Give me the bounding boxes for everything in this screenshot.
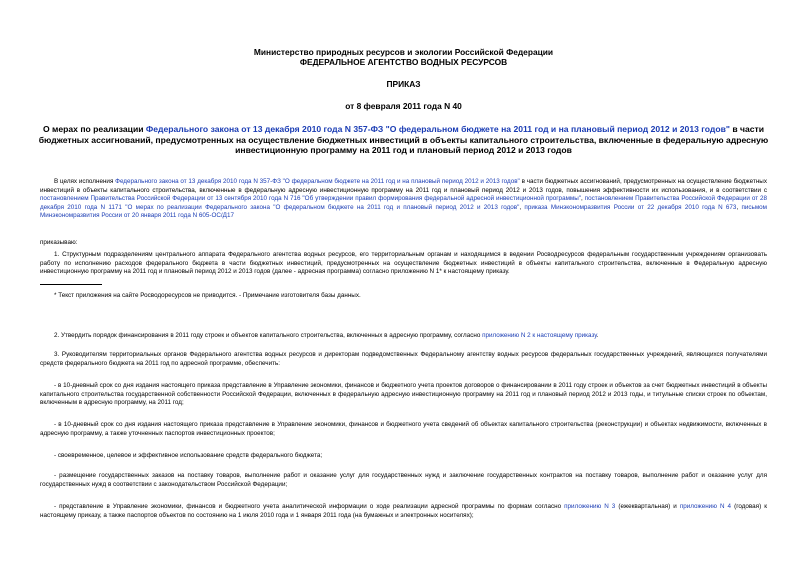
preamble-text-5: , <box>736 203 742 211</box>
paragraph-1 <box>40 251 767 277</box>
footnote-divider <box>40 284 102 285</box>
appendix-4-link[interactable]: приложению N 4 <box>679 503 732 510</box>
preamble-text-3: , <box>581 195 585 203</box>
title-law-link[interactable]: Федерального закона от 13 декабря 2010 года N 357-ФЗ "О федеральном бюджете на 2011 год и на плановый период 2012 и 2013 годов" <box>145 124 730 134</box>
preamble-paragraph <box>40 178 767 221</box>
law-357-link[interactable]: Федерального закона от 13 декабря 2010 года N 357-ФЗ "О федеральном бюджете на 2011 год и на плановый период 2012 и 2013 годов" <box>115 178 520 185</box>
bullet-budget-use-text: - своевременное, целевое и эффективное использование средств федерального бюджета; <box>54 452 323 459</box>
bullet-reporting-text-3: (годовая) к настоящему приказу, а также паспортов объектов по состоянию на 1 июля 2010 года и 1 января 2011 года (на бумажных и электронных носителях); <box>40 503 767 519</box>
title-prefix: О мерах по реализации <box>42 124 146 134</box>
letter-605-link[interactable]: письмом Минэкономразвития России от 20 января 2011 года N 605-ОС/Д17 <box>40 203 767 220</box>
footnote-text: * Текст приложения на сайте Росводоресурсов не приводится. - Примечание изготовителя базы данных. <box>54 292 361 299</box>
bullet-objects-info-text: - в 10-дневный срок со дня издания настоящего приказа представление в Управление экономики, финансов и бюджетного учета сведений об объектах капитального строительства (реконструкции) и объектах недвижимости, включенных в адресную программу, а также уточненных паспортов инвестиционных проектов; <box>40 421 767 437</box>
title-suffix: в части бюджетных ассигнований, предусмотренных на осуществление бюджетных инвестиций в объекты капитального строительства, включенные в федеральную адресную инвестиционную программу на 2011 год и плановый период 2012 и 2013 годов <box>38 124 769 155</box>
agency-name: ФЕДЕРАЛЬНОЕ АГЕНТСТВО ВОДНЫХ РЕСУРСОВ <box>299 57 508 67</box>
document-date-number: от 8 февраля 2011 года N 40 <box>345 101 462 111</box>
bullet-contracts <box>40 382 767 408</box>
paragraph-2 <box>40 332 767 341</box>
footnote <box>40 292 767 301</box>
preamble-text-2: в части бюджетных ассигнований, предусмотренных на осуществление бюджетных инвестиций в объекты капитального строительства, включенные в федеральную адресную инвестиционную программу на 2011 год и плановый период 2012 и 2013 годов, повышения эффективности их использования, и в соответствии с <box>40 178 767 194</box>
bullet-reporting <box>40 503 767 520</box>
bullet-reporting-text-1: - представление в Управление экономики, финансов и бюджетного учета аналитической информации о ходе реализации адресной программы по формам согласно <box>54 503 565 510</box>
bullet-procurement <box>40 472 767 489</box>
paragraph-2-end: . <box>596 332 599 339</box>
bullet-objects-info <box>40 421 767 438</box>
bullet-budget-use <box>40 452 767 461</box>
orders-word: приказываю: <box>40 239 78 246</box>
paragraph-3-text: 3. Руководителям территориальных органов Федерального агентства водных ресурсов и директорам подведомственных Федеральному агентству водных ресурсов федеральных государственных учреждений, являющихся получателями средств федерального бюджета на 2011 год по адресной программе, обеспечить: <box>40 351 767 367</box>
document-title <box>20 124 787 156</box>
paragraph-3 <box>40 351 767 368</box>
paragraph-1-text: 1. Структурным подразделениям центрального аппарата Федерального агентства водных ресурсов, его территориальным органам и находящимся в ведении Росводресурсов федеральным государственным учреждениям организовать работу по исполнению расходов федерального бюджета в части бюджетных инвестиций, предусмотренных на осуществление бюджетных инвестиций в объекты капитального строительства, включенные в Федеральную адресную инвестиционную программу на 2011 год и плановый период 2012 и 2013 годов (далее - адресная программа) согласно приложению N 1* к настоящему приказу. <box>40 251 767 276</box>
decree-1171-link[interactable]: постановлением Правительства Российской Федерации от 28 декабря 2010 года N 1171 "О мерах по реализации Федерального закона "О федеральном бюджете на 2011 год и плановый период 2012 и 2013 годов" <box>40 195 768 211</box>
document-type: ПРИКАЗ <box>386 79 421 89</box>
bullet-contracts-text: - в 10-дневный срок со дня издания настоящего приказа представление в Управление экономики, финансов и бюджетного учета проектов договоров о финансировании в 2011 году строек и объектов за счет бюджетных инвестиций в объекты капитального строительства государственной собственности Российской Федерации, включенных в федеральную адресную инвестиционную программу на 2011 год и плановый период 2012 и 2013 годы, и титульные списки строек по объектам, включенным в адресную программу, на 2011 год; <box>40 382 767 407</box>
appendix-3-link[interactable]: приложению N 3 <box>564 503 616 510</box>
preamble-text-4: , <box>519 203 525 211</box>
bullet-procurement-text: - размещение государственных заказов на поставку товаров, выполнение работ и оказание услуг для государственных нужд и заключение государственных контрактов на поставку товаров, выполнение работ и оказание услуг для государственных нужд в соответствии с законодательством Российской Федерации; <box>40 472 767 488</box>
appendix-2-link[interactable]: приложению N 2 к настоящему приказу <box>482 332 597 339</box>
bullet-reporting-text-2: (ежеквартальная) и <box>615 503 680 510</box>
decree-716-link[interactable]: постановлением Правительства Российской Федерации от 13 сентября 2010 года N 716 "Об утверждении правил формирования федеральной адресной инвестиционной программы" <box>40 195 581 203</box>
preamble-text-1: В целях исполнения <box>54 178 116 185</box>
paragraph-2-text: 2. Утвердить порядок финансирования в 2011 году строек и объектов капитального строительства, включенных в адресную программу, согласно <box>54 332 483 339</box>
order-673-link[interactable]: приказа Минэкономразвития России от 22 декабря 2010 года N 673 <box>524 203 737 211</box>
ministry-name: Министерство природных ресурсов и экологии Российской Федерации <box>253 47 554 57</box>
